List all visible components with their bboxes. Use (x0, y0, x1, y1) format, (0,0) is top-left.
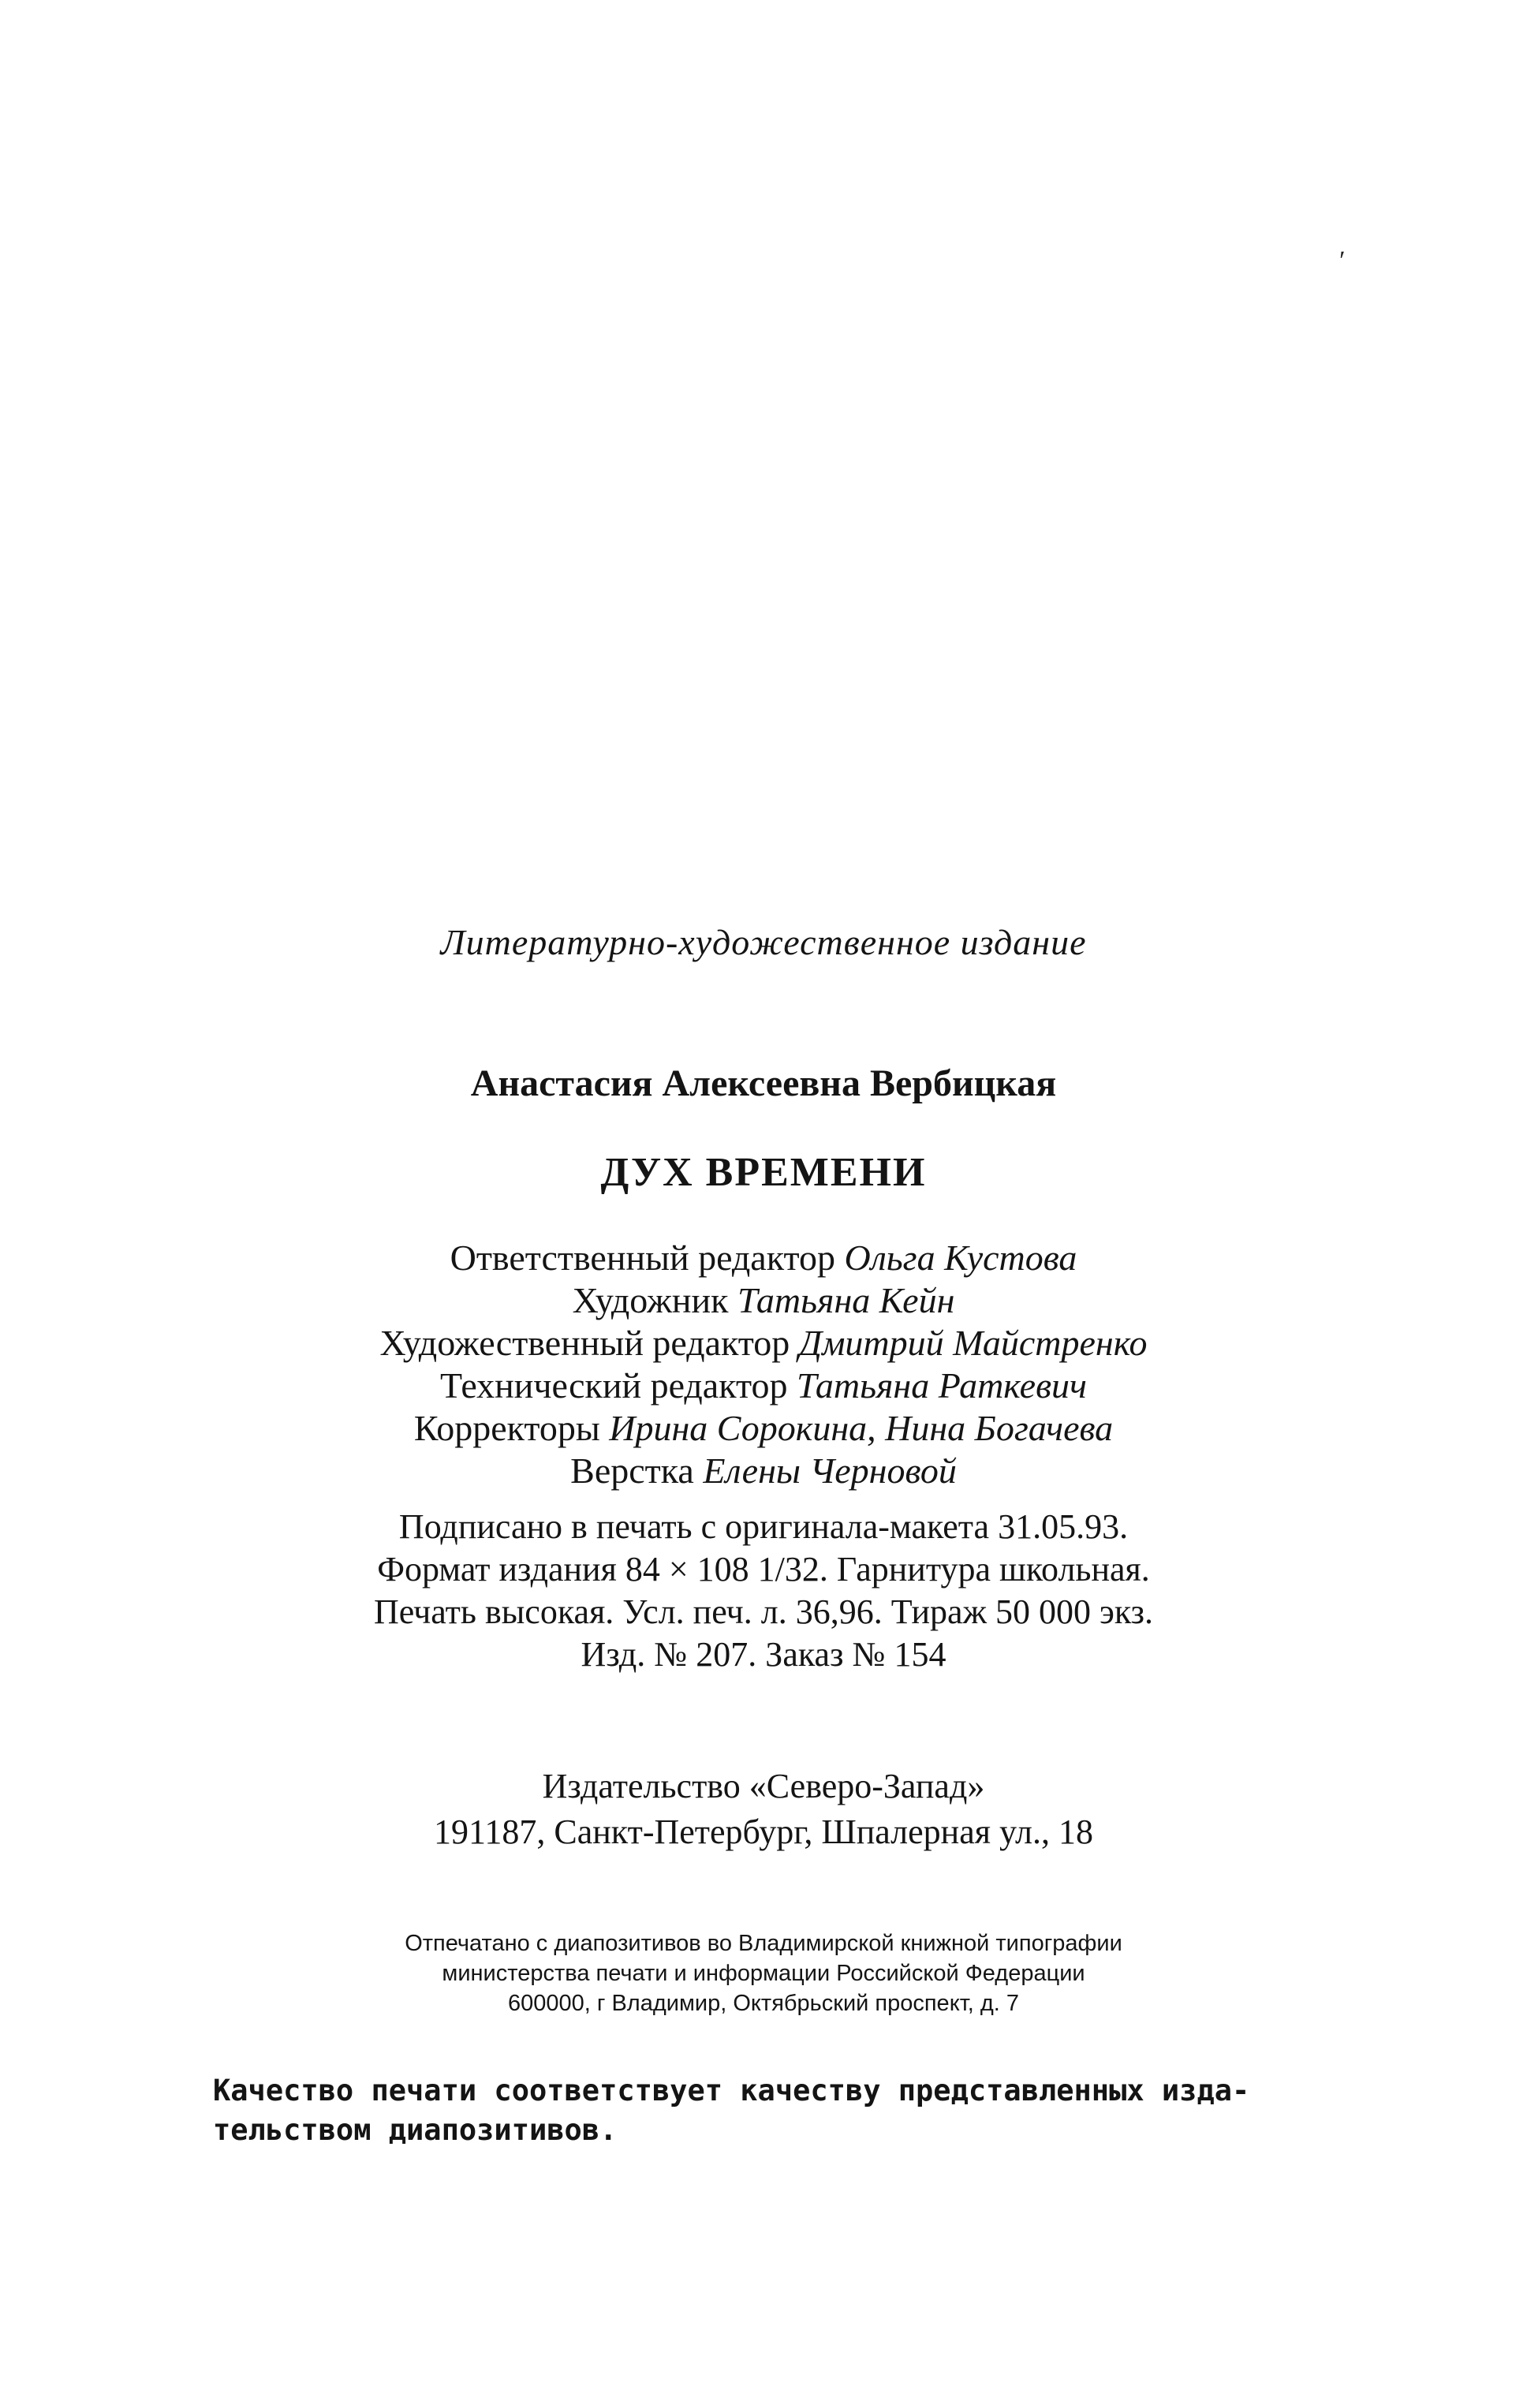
credit-role: Ответственный редактор (450, 1238, 845, 1278)
credit-names: Дмитрий Майстренко (798, 1323, 1148, 1363)
genre-line: Литературно-художественное издание (440, 922, 1087, 962)
corner-mark: ′ (1338, 246, 1344, 275)
printer-line: 600000, г Владимир, Октябрьский проспект, д. 7 (507, 1991, 1020, 2016)
credit-role: Корректоры (413, 1408, 610, 1448)
imprint-line: Печать высокая. Усл. печ. л. 36,96. Тираж 50 000 экз. (373, 1592, 1154, 1631)
publisher-name: Издательство «Северо-Запад» (542, 1767, 985, 1805)
credit-names: Ольга Кустова (844, 1238, 1077, 1278)
credit-line (0, 1237, 1527, 1279)
credit-role: Верстка (570, 1450, 704, 1491)
imprint-line: Изд. № 207. Заказ № 154 (581, 1635, 946, 1674)
credit-line (0, 1365, 1527, 1407)
credit-line (0, 1279, 1527, 1322)
credit-line (0, 1450, 1527, 1492)
credit-role: Технический редактор (439, 1365, 797, 1406)
printer-line: Отпечатано с диапозитивов во Владимирской книжной типографии (405, 1931, 1122, 1956)
credit-line (0, 1322, 1527, 1365)
printer-line: министерства печати и информации Российской Федерации (442, 1961, 1085, 1986)
author-name: Анастасия Алексеевна Вербицкая (470, 1062, 1057, 1104)
credit-names: Елены Черновой (703, 1450, 957, 1491)
credit-line (0, 1407, 1527, 1450)
imprint-line: Формат издания 84 × 108 1/32. Гарнитура школьная. (377, 1550, 1150, 1589)
quality-note-line: тельством диапозитивов. (213, 2113, 618, 2147)
credit-role: Художник (572, 1280, 737, 1320)
printer-block (0, 1928, 1527, 2018)
credit-names: Ирина Сорокина, Нина Богачева (609, 1408, 1114, 1448)
credit-role: Художественный редактор (379, 1323, 799, 1363)
publisher-address: 191187, Санкт-Петербург, Шпалерная ул., 18 (434, 1813, 1093, 1851)
credit-names: Татьяна Кейн (737, 1280, 955, 1320)
credit-names: Татьяна Раткевич (796, 1365, 1087, 1406)
imprint-line: Подписано в печать с оригинала-макета 31.05.93. (398, 1507, 1129, 1546)
quality-note (213, 2071, 1396, 2150)
book-title: ДУХ ВРЕМЕНИ (600, 1150, 927, 1195)
imprint-block (0, 1506, 1527, 1676)
quality-note-line: Качество печати соответствует качеству представленных изда- (213, 2074, 1250, 2107)
publisher-block (0, 1764, 1527, 1855)
credits-block (0, 1237, 1527, 1492)
